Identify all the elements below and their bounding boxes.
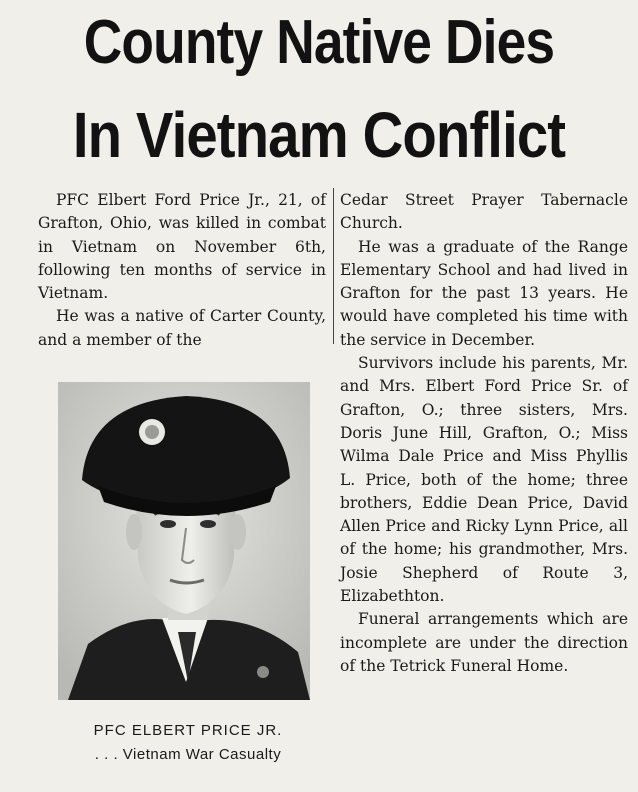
column-divider bbox=[333, 188, 334, 344]
headline-line-2: In Vietnam Conflict bbox=[72, 99, 566, 171]
photo-caption-name: PFC ELBERT PRICE JR. bbox=[93, 722, 283, 739]
article-paragraph-continued: Cedar Street Prayer Tabernacle Church. bbox=[340, 191, 628, 233]
article-paragraph: He was a native of Carter County, and a member of the bbox=[38, 307, 326, 349]
soldier-portrait-image bbox=[58, 382, 310, 700]
article-paragraph: He was a graduate of the Range Elementary School and had lived in Grafton for the past 13 years. He would have completed his time with the service in December. bbox=[340, 237, 628, 349]
article-column-left bbox=[38, 189, 326, 352]
photo-caption-subtitle: . . . Vietnam War Casualty bbox=[94, 746, 282, 763]
article-paragraph: PFC Elbert Ford Price Jr., 21, of Grafton, Ohio, was killed in combat in Vietnam on November 6th, following ten months of service in Vietnam. bbox=[38, 191, 326, 303]
article-paragraph: Funeral arrangements which are incomplete are under the direction of the Tetrick Funeral Home. bbox=[340, 610, 628, 675]
article-column-right bbox=[340, 189, 628, 678]
headline-line-1: County Native Dies bbox=[83, 8, 555, 77]
article-paragraph: Survivors include his parents, Mr. and Mrs. Elbert Ford Price Sr. of Grafton, O.; three sisters, Mrs. Doris June Hill, Grafton, O.; Miss Wilma Dale Price and Miss Phyllis L. Price, both of the home; three brothers, Eddie Dean Price, David Allen Price and Ricky Lynn Price, all of the home; his grandmother, Mrs. Josie Shepherd of Route 3, Elizabethton. bbox=[340, 354, 628, 606]
portrait-photo bbox=[58, 382, 310, 700]
